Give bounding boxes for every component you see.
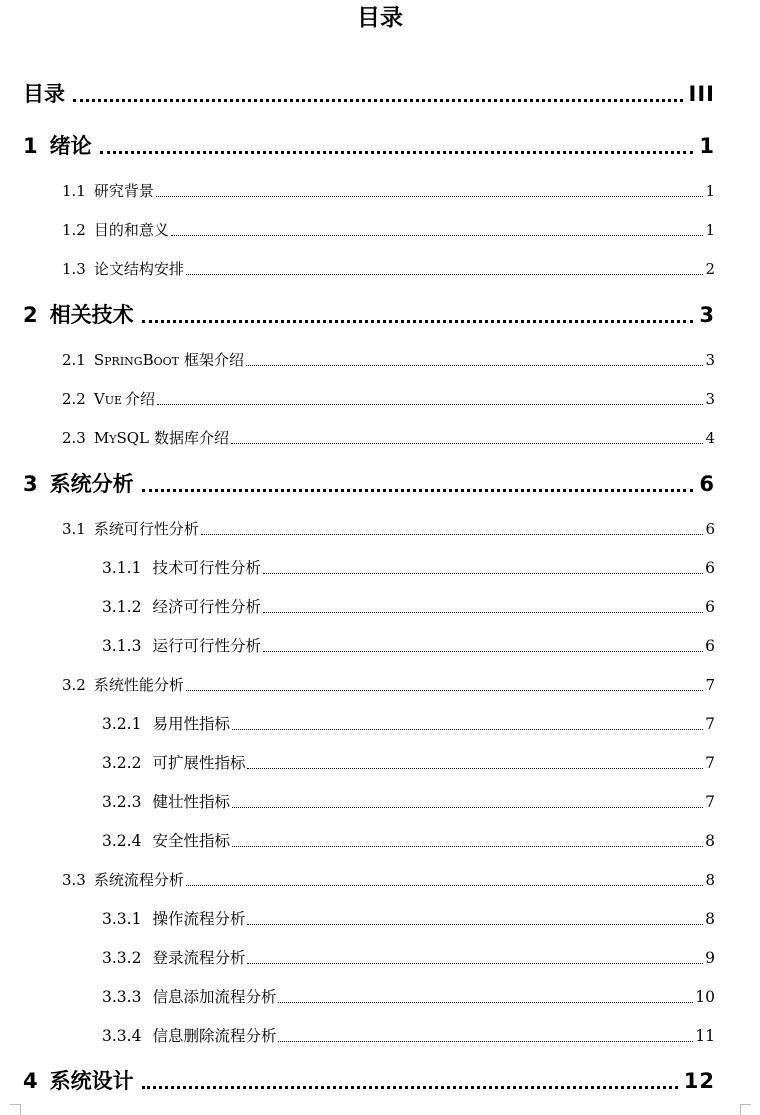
toc-entry-3-2-4[interactable]	[102, 830, 715, 852]
toc-entry-3-2-1[interactable]	[102, 713, 715, 735]
toc-number: 3.3.4	[102, 1027, 142, 1045]
toc-number: 3.2.2	[102, 754, 142, 772]
toc-entry-3-3-3[interactable]	[102, 986, 715, 1008]
toc-number: 1.1	[62, 182, 86, 200]
dot-leader	[278, 1041, 693, 1042]
dot-leader	[263, 612, 703, 613]
toc-label: 绪论	[49, 134, 92, 158]
page-corner-mark-left	[10, 1104, 21, 1115]
toc-number: 3.3.2	[102, 949, 142, 967]
toc-entry-2-3[interactable]	[62, 427, 715, 449]
toc-entry-chapter-3[interactable]	[23, 470, 715, 498]
toc-label: 操作流程分析	[152, 910, 246, 928]
toc-page-number: 4	[705, 429, 715, 447]
dot-leader	[186, 690, 704, 691]
toc-number: 2.2	[62, 390, 86, 408]
toc-number: 1	[23, 134, 38, 158]
toc-page-number: 8	[705, 832, 715, 850]
dot-leader	[156, 196, 704, 197]
toc-label: 系统可行性分析	[93, 520, 199, 538]
toc-label: 易用性指标	[152, 715, 230, 733]
toc-page-number: 1	[705, 221, 715, 239]
dot-leader	[201, 534, 704, 535]
toc-number: 1.2	[62, 221, 86, 239]
toc-entry-2-2[interactable]	[62, 388, 715, 410]
dot-leader	[142, 320, 694, 323]
toc-entry-2-1[interactable]	[62, 349, 715, 371]
toc-label: 数据库介绍	[154, 429, 230, 447]
page-corner-mark-right	[740, 1104, 751, 1115]
dot-leader	[231, 443, 703, 444]
toc-label-latin: SpringBoot	[93, 351, 179, 369]
toc-number: 4	[23, 1069, 38, 1093]
toc-number: 3.3.1	[102, 910, 142, 928]
toc-entry-3-3-4[interactable]	[102, 1025, 715, 1047]
toc-label: 研究背景	[93, 182, 154, 200]
toc-page-number: 2	[705, 260, 715, 278]
toc-entry-1-3[interactable]	[62, 258, 715, 280]
toc-number: 3.1.2	[102, 598, 142, 616]
toc-entry-chapter-4[interactable]	[23, 1067, 715, 1095]
toc-page-number: 6	[705, 559, 715, 577]
toc-page-number: 11	[695, 1027, 715, 1045]
toc-entry-3-1-3[interactable]	[102, 635, 715, 657]
dot-leader	[263, 651, 703, 652]
dot-leader	[232, 846, 703, 847]
toc-page-number: 8	[705, 871, 715, 889]
toc-number: 3.1.3	[102, 637, 142, 655]
toc-page-number: 10	[695, 988, 715, 1006]
toc-label: 运行可行性分析	[152, 637, 261, 655]
toc-page-number: 6	[699, 472, 715, 496]
dot-leader	[263, 573, 703, 574]
toc-entry-1-2[interactable]	[62, 219, 715, 241]
toc-entry-3-3-1[interactable]	[102, 908, 715, 930]
toc-entry-3-1-1[interactable]	[102, 557, 715, 579]
toc-number: 3.2	[62, 676, 86, 694]
toc-label: 框架介绍	[183, 351, 244, 369]
toc-page-number: 1	[705, 182, 715, 200]
toc-number: 1.3	[62, 260, 86, 278]
dot-leader	[247, 768, 703, 769]
toc-label: 系统分析	[49, 472, 134, 496]
toc-label: 系统设计	[49, 1069, 134, 1093]
toc-page-number: 9	[705, 949, 715, 967]
toc-label: 安全性指标	[152, 832, 230, 850]
toc-number: 3.1.1	[102, 559, 142, 577]
toc-number: 3.2.3	[102, 793, 142, 811]
toc-entry-chapter-2[interactable]	[23, 301, 715, 329]
toc-entry-chapter-1[interactable]	[23, 132, 715, 160]
toc-number: 3.2.4	[102, 832, 142, 850]
toc-entry-contents[interactable]	[23, 80, 715, 108]
toc-page-number: 6	[705, 637, 715, 655]
toc-number: 2	[23, 303, 38, 327]
toc-page-number: 3	[705, 390, 715, 408]
toc-page-number: 6	[705, 520, 715, 538]
toc-entry-3-3[interactable]	[62, 869, 715, 891]
toc-label: 介绍	[125, 390, 156, 408]
dot-leader	[247, 963, 703, 964]
toc-number: 3	[23, 472, 38, 496]
toc-number: 2.1	[62, 351, 86, 369]
dot-leader	[100, 151, 694, 154]
toc-label: 信息添加流程分析	[152, 988, 277, 1006]
toc-page-number: 6	[705, 598, 715, 616]
toc-label: 论文结构安排	[93, 260, 184, 278]
dot-leader	[246, 365, 703, 366]
toc-label: 相关技术	[49, 303, 134, 327]
dot-leader	[232, 807, 703, 808]
dot-leader	[232, 729, 703, 730]
dot-leader	[73, 99, 683, 102]
toc-number: 3.1	[62, 520, 86, 538]
toc-page-number: 7	[705, 793, 715, 811]
toc-entry-1-1[interactable]	[62, 180, 715, 202]
dot-leader	[142, 489, 694, 492]
toc-page-number: 8	[705, 910, 715, 928]
toc-label-latin: MySQL	[93, 429, 150, 447]
toc-label: 系统性能分析	[93, 676, 184, 694]
toc-entry-3-3-2[interactable]	[102, 947, 715, 969]
dot-leader	[247, 924, 703, 925]
toc-entry-3-1[interactable]	[62, 518, 715, 540]
toc-page-number: 7	[705, 754, 715, 772]
toc-label: 技术可行性分析	[152, 559, 261, 577]
toc-label: 目的和意义	[93, 221, 169, 239]
toc-label: 系统流程分析	[93, 871, 184, 889]
toc-label: 目录	[23, 82, 65, 106]
toc-label: 信息删除流程分析	[152, 1027, 277, 1045]
toc-page-number: 12	[683, 1069, 715, 1093]
toc-page-number: 7	[705, 676, 715, 694]
toc-page-number: 7	[705, 715, 715, 733]
toc-label: 健壮性指标	[152, 793, 230, 811]
toc-page-number: 3	[699, 303, 715, 327]
toc-label: 可扩展性指标	[152, 754, 246, 772]
toc-number: 2.3	[62, 429, 86, 447]
toc-entry-3-1-2[interactable]	[102, 596, 715, 618]
toc-page-number: III	[688, 82, 715, 106]
toc-label: 登录流程分析	[152, 949, 246, 967]
toc-label: 经济可行性分析	[152, 598, 261, 616]
dot-leader	[186, 274, 704, 275]
dot-leader	[157, 404, 703, 405]
toc-number: 3.3.3	[102, 988, 142, 1006]
toc-entry-3-2[interactable]	[62, 674, 715, 696]
toc-entry-3-2-2[interactable]	[102, 752, 715, 774]
toc-number: 3.3	[62, 871, 86, 889]
toc-entry-3-2-3[interactable]	[102, 791, 715, 813]
dot-leader	[278, 1002, 693, 1003]
dot-leader	[186, 885, 704, 886]
dot-leader	[142, 1086, 678, 1089]
toc-page-number: 3	[705, 351, 715, 369]
dot-leader	[171, 235, 704, 236]
toc-label-latin: Vue	[93, 390, 122, 408]
toc-number: 3.2.1	[102, 715, 142, 733]
page-title: 目录	[357, 5, 403, 31]
toc-page-number: 1	[699, 134, 715, 158]
